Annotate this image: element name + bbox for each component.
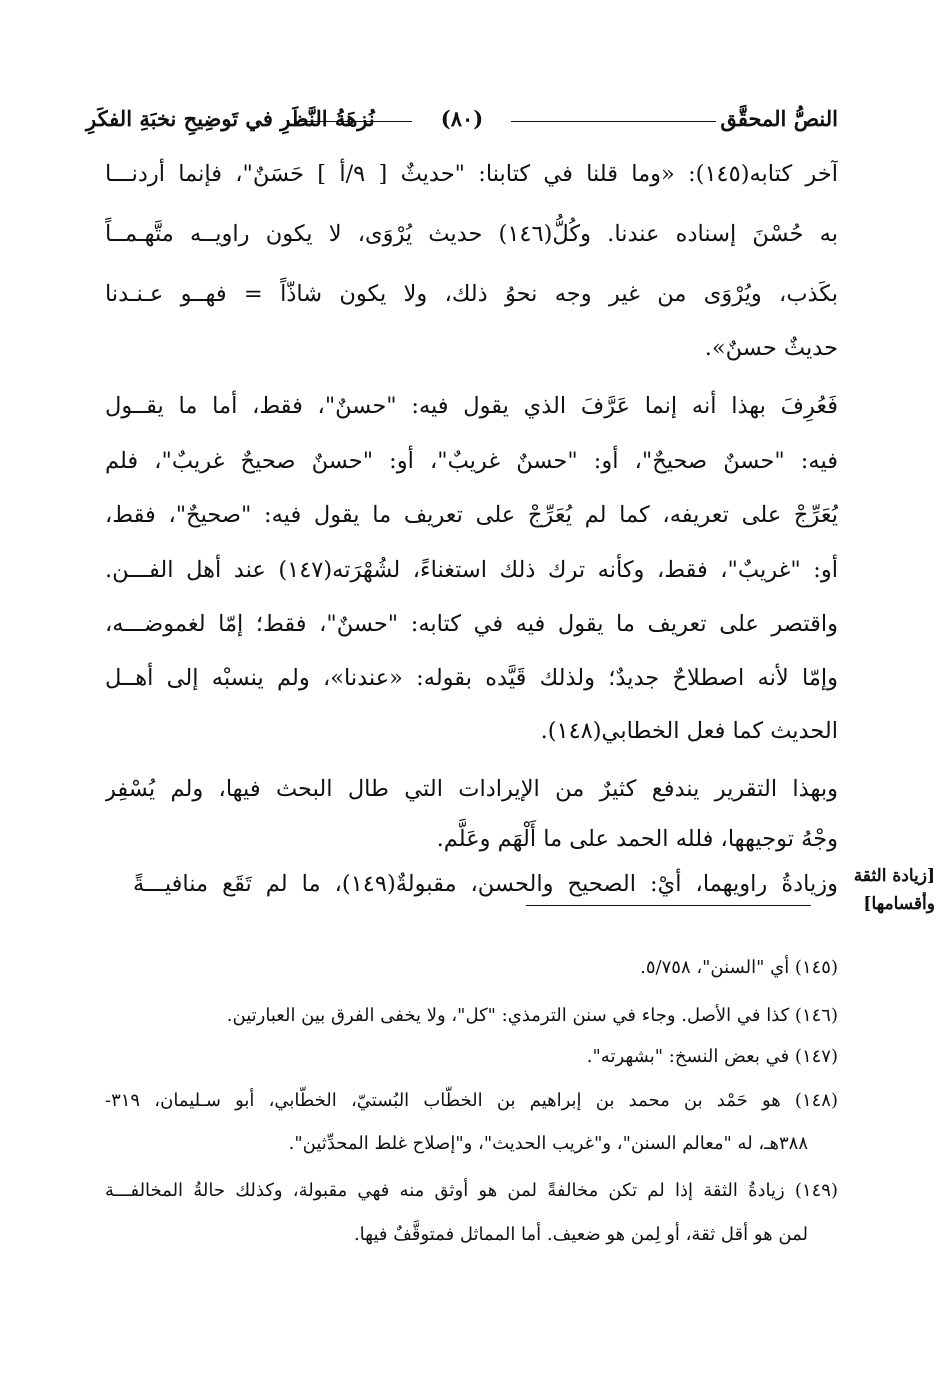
body-text-line: يُعَرِّجْ على تعريفه، كما لم يُعَرِّجْ على تعريف ما يقول فيه: "صحيحٌ"، فقط،	[105, 502, 838, 528]
footnote-separator-rule	[526, 905, 811, 906]
body-text-line: وبهذا التقرير يندفع كثيرٌ من الإيرادات التي طال البحث فيها، ولم يُسْفِر	[105, 776, 838, 802]
footnote-146: (١٤٦) كذا في الأصل. وجاء في سنن الترمذي: "كل"، ولا يخفى الفرق بين العبارتين.	[226, 1005, 838, 1026]
body-text-line: بكَذب، ويُرْوَى من غير وجه نحوُ ذلك، ولا يكون شاذّاً = فهــو عـنـدنا	[105, 281, 838, 307]
footnote-145: (١٤٥) أي "السنن"، ٥/٧٥٨.	[640, 957, 838, 978]
body-text-line: فَعُرِفَ بهذا أنه إنما عَرَّفَ الذي يقول فيه: "حسنٌ"، فقط، أما ما يقــول	[105, 393, 838, 419]
margin-section-heading: [زيادة الثقة وأقسامها]	[853, 866, 935, 914]
footnote-148-continuation: ٣٨٨هـ، له "معالم السنن"، و"غريب الحديث"، و"إصلاح غلط المحدِّثين".	[288, 1133, 808, 1154]
body-text-line: واقتصر على تعريف ما يقول فيه في كتابه: "حسنٌ"، فقط؛ إمّا لغموضـــه،	[105, 611, 838, 637]
body-text-line: وإمّا لأنه اصطلاحٌ جديدٌ؛ ولذلك قَيَّده بقوله: «عندنا»، ولم ينسبْه إلى أهــل	[105, 665, 838, 691]
body-text-line: وزيادةُ راويهما، أيْ: الصحيح والحسن، مقبولةٌ(١٤٩)، ما لم تَقَع منافيـــةً	[133, 871, 838, 897]
footnote-149: (١٤٩) زيادةُ الثقة إذا لم تكن مخالفةً لمن هو أوثق منه فهي مقبولة، وكذلك حالةُ المخالفـــة	[105, 1180, 838, 1201]
header-rule	[511, 121, 716, 122]
body-text-line: حديثٌ حسنٌ».	[704, 335, 838, 361]
body-text-line: آخر كتابه(١٤٥): «وما قلنا في كتابنا: "حديثٌ [ ٩/أ ] حَسَنٌ"، فإنما أردنـــا	[105, 161, 838, 187]
body-text-line: فيه: "حسنٌ صحيحٌ"، أو: "حسنٌ غريبٌ"، أو: "حسنٌ صحيحٌ غريبٌ"، فلم	[105, 448, 838, 474]
header-book-title: نُزهَةُ النَّظَرِ في تَوضِيحِ نخبَةِ الفكَرِ	[86, 106, 375, 131]
footnote-149-continuation: لمن هو أقل ثقة، أو لِمن هو ضعيف. أما المماثل فمتوقَّفٌ فيها.	[353, 1224, 808, 1245]
running-header	[86, 104, 838, 140]
page-number: (٨٠)	[440, 106, 484, 131]
header-section-title: النصُّ المحقَّق	[720, 106, 838, 131]
footnote-148: (١٤٨) هو حَمْد بن محمد بن إبراهيم بن الخطّاب البُستيّ، الخطّابي، أبو سـليمان، ٣١٩-	[105, 1090, 838, 1111]
body-text-line: الحديث كما فعل الخطابي(١٤٨).	[540, 718, 838, 744]
body-text-line: به حُسْنَ إسناده عندنا. وكُلُّ(١٤٦) حديث يُرْوَى، لا يكون راويــه متَّهـمــاً	[105, 221, 838, 247]
body-text-line: وجْهُ توجيهها، فلله الحمد على ما أَلْهَم وعَلَّم.	[436, 826, 838, 852]
body-text-line: أو: "غريبٌ"، فقط، وكأنه ترك ذلك استغناءً، لشُهْرَته(١٤٧) عند أهل الفـــن.	[105, 557, 838, 583]
footnote-147: (١٤٧) في بعض النسخ: "بشهرته".	[586, 1046, 838, 1067]
